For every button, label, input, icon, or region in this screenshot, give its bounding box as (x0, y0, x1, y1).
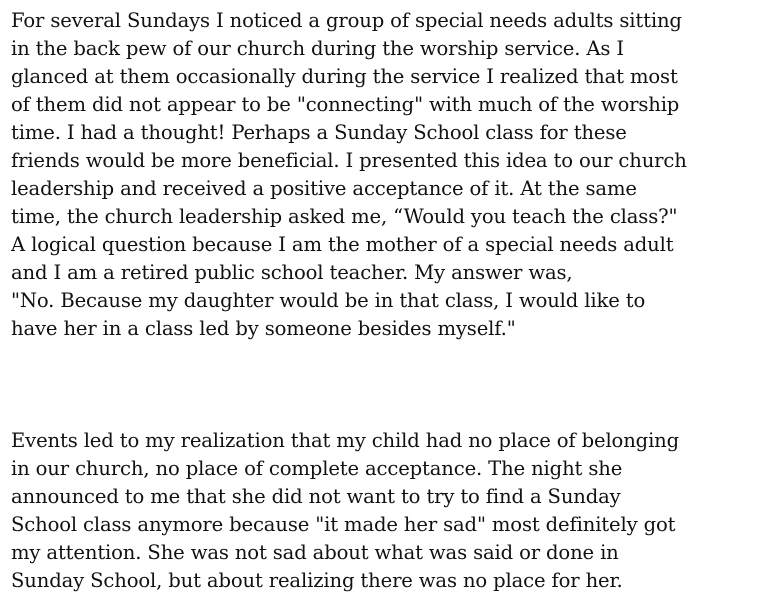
paragraph-1-line: have her in a class led by someone besides myself." (11, 317, 516, 340)
paragraph-1-line: time. I had a thought! Perhaps a Sunday School class for these (11, 121, 627, 144)
paragraph-1-line: "No. Because my daughter would be in that class, I would like to (11, 289, 646, 312)
paragraph-1-line: A logical question because I am the mother of a special needs adult (11, 233, 674, 256)
paragraph-1-line: time, the church leadership asked me, “Would you teach the class?" (11, 205, 678, 228)
paragraph-1-line: and I am a retired public school teacher. My answer was, (11, 261, 573, 284)
paragraph-2-line: Events led to my realization that my child had no place of belonging (11, 429, 680, 452)
paragraph-1 (11, 7, 756, 343)
paragraph-spacer (11, 343, 756, 427)
paragraph-1-line: leadership and received a positive acceptance of it. At the same (11, 177, 637, 200)
paragraph-2-line: Sunday School, but about realizing there was no place for her. (11, 569, 623, 592)
paragraph-1-line: glanced at them occasionally during the service I realized that most (11, 65, 678, 88)
paragraph-2-line: in our church, no place of complete acceptance. The night she (11, 457, 623, 480)
paragraph-1-line: in the back pew of our church during the worship service. As I (11, 37, 624, 60)
paragraph-1-line: of them did not appear to be "connecting" with much of the worship (11, 93, 680, 116)
paragraph-1-line: For several Sundays I noticed a group of special needs adults sitting (11, 9, 682, 32)
paragraph-2-line: my attention. She was not sad about what was said or done in (11, 541, 619, 564)
paragraph-2 (11, 427, 756, 595)
paragraph-2-line: School class anymore because "it made her sad" most definitely got (11, 513, 676, 536)
paragraph-1-line: friends would be more beneficial. I presented this idea to our church (11, 149, 687, 172)
paragraph-2-line: announced to me that she did not want to try to find a Sunday (11, 485, 621, 508)
